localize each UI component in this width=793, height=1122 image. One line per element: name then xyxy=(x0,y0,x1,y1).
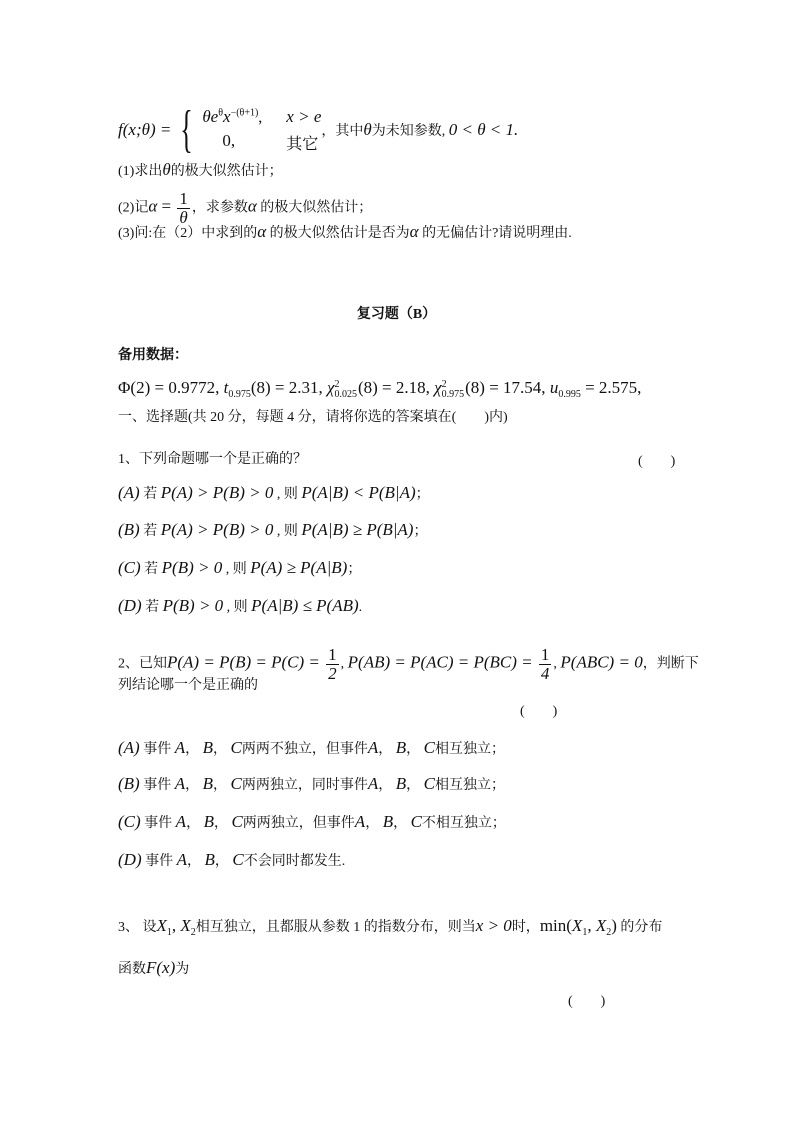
denominator: 2 xyxy=(328,664,337,683)
q3-stem xyxy=(118,916,662,943)
q1-option-c xyxy=(118,558,361,580)
math-text: P(A) ≥ P(A|B) xyxy=(250,558,348,577)
text: ， xyxy=(213,742,231,757)
spare-data-values xyxy=(118,378,641,405)
text: ， xyxy=(186,816,204,831)
text: (3)问:在（2）中求到的 xyxy=(118,226,258,241)
math-text: (8) = 2.31, xyxy=(250,378,327,397)
subscript: 0.975 xyxy=(441,388,465,400)
text: 事件 xyxy=(139,778,175,793)
math-text: P(A) = P(B) = P(C) = xyxy=(167,652,325,672)
math-text: C xyxy=(423,738,435,757)
math-text: C xyxy=(230,738,242,757)
math-text: min( xyxy=(539,916,572,935)
q2-option-d xyxy=(118,850,345,872)
subscript: 1 xyxy=(582,926,588,938)
math-text: B xyxy=(382,812,394,831)
text: 为 xyxy=(175,962,190,977)
subscript: 2 xyxy=(606,926,612,938)
q1-answer-blank[interactable]: ( ) xyxy=(638,454,676,469)
text: ， xyxy=(378,778,396,793)
bold-text: 备用数据： xyxy=(118,348,188,363)
math-text: α xyxy=(247,196,257,216)
math-text: (D) xyxy=(118,850,142,869)
superscript: −(θ+1) xyxy=(230,107,259,119)
subscript: 0.995 xyxy=(558,388,581,400)
math-text: u xyxy=(549,378,559,397)
math-text: α xyxy=(257,222,267,241)
math-text: X xyxy=(180,916,191,935)
text: , 则 xyxy=(273,524,302,539)
math-text: A xyxy=(175,812,187,831)
text: , 则 xyxy=(273,487,302,502)
text: 函数 xyxy=(118,962,146,977)
density-function xyxy=(118,101,519,158)
text: ， xyxy=(365,816,383,831)
math-text: P(A|B) ≤ P(AB) xyxy=(251,596,359,615)
text: 两两不独立，但事件 xyxy=(241,742,368,757)
superscript: 2 xyxy=(334,378,340,390)
math-text: B xyxy=(395,774,407,793)
section-heading xyxy=(118,408,508,428)
subscript: 1 xyxy=(166,926,172,938)
q2-answer-blank[interactable]: ( ) xyxy=(520,704,558,719)
text: 的极大似然估计是否为 xyxy=(266,226,410,241)
math-text: θ xyxy=(162,160,171,179)
density-lhs xyxy=(118,120,171,140)
piecewise-cases xyxy=(202,107,321,154)
text: 时， xyxy=(511,920,540,935)
text: ， xyxy=(185,742,203,757)
q1-option-a xyxy=(118,483,430,505)
q1-stem xyxy=(118,450,307,470)
math-text: C xyxy=(423,774,435,793)
math-text: B xyxy=(203,812,214,831)
math-text: P(ABC) = 0 xyxy=(560,652,643,672)
math-text: A xyxy=(174,738,186,757)
math-text: P(A|B) < P(B|A) xyxy=(301,483,416,502)
spare-data-label xyxy=(118,346,188,366)
math-text: A xyxy=(367,774,379,793)
math-text: x > e xyxy=(286,106,322,126)
text: ， xyxy=(213,816,232,831)
text: 列结论哪一个是正确的 xyxy=(118,678,258,693)
case-1-condition xyxy=(286,107,321,127)
case-1-expression xyxy=(202,107,262,127)
math-text: X xyxy=(571,916,583,935)
text: 若 xyxy=(140,562,162,577)
math-text: (B) xyxy=(118,520,140,539)
math-text: P(A) > P(B) > 0 xyxy=(160,520,274,539)
math-text: Φ(2) = 0.9772, xyxy=(118,378,224,397)
text: . xyxy=(358,600,363,615)
math-text: A xyxy=(367,738,379,757)
text: ； xyxy=(413,524,428,539)
math-text: C xyxy=(231,812,243,831)
math-text: χ xyxy=(434,378,442,397)
text: ， xyxy=(214,854,233,869)
text: 事件 xyxy=(141,854,177,869)
text: 1、下列命题哪一个是正确的？ xyxy=(118,452,307,467)
text: , xyxy=(258,108,263,126)
text: , xyxy=(340,656,348,672)
math-text: A xyxy=(176,850,187,869)
math-text: = xyxy=(157,196,176,216)
text: 的极大似然估计； xyxy=(256,200,373,216)
math-text: , xyxy=(171,916,181,935)
math-text: 0, xyxy=(222,130,236,150)
q3-answer-blank[interactable]: ( ) xyxy=(568,994,606,1009)
fraction xyxy=(326,646,339,683)
text: 相互独立； xyxy=(434,778,505,793)
math-text: P(A) > P(B) > 0 xyxy=(160,483,274,502)
case-2-expression xyxy=(202,131,262,154)
text: 两两独立，同时事件 xyxy=(241,778,368,793)
text: 若 xyxy=(141,600,163,615)
superscript: θ xyxy=(218,107,224,119)
math-text: f xyxy=(118,120,123,139)
section-title: 复习题（B） xyxy=(356,307,437,322)
numerator: 1 xyxy=(328,645,337,664)
subscript: 0.025 xyxy=(334,388,357,400)
text: 其它 xyxy=(286,135,319,153)
denominator: 4 xyxy=(540,664,550,683)
text: , 则 xyxy=(223,600,252,615)
density-description xyxy=(321,120,518,140)
math-text: (B) xyxy=(118,774,140,793)
math-text: α xyxy=(409,222,419,241)
text: ，判断下 xyxy=(642,656,699,672)
text: ，其中 xyxy=(321,124,364,139)
math-text: A xyxy=(174,774,186,793)
text: ； xyxy=(347,562,362,577)
math-text: 0 < θ < 1. xyxy=(448,120,519,139)
text: ， xyxy=(185,778,203,793)
subscript: 2 xyxy=(190,926,196,938)
math-text: (A) xyxy=(118,738,140,757)
text: ， xyxy=(406,778,424,793)
denominator: θ xyxy=(179,208,188,227)
text: ，求参数 xyxy=(191,200,248,216)
text: , xyxy=(553,656,561,672)
brace: { xyxy=(180,101,194,158)
math-text: (D) xyxy=(118,596,142,615)
text: 为未知参数, xyxy=(371,124,449,139)
text: 的无偏估计?请说明理由. xyxy=(418,226,572,241)
q2-option-c xyxy=(118,812,506,834)
math-text: ) xyxy=(611,916,617,935)
text: 不相互独立； xyxy=(421,816,506,831)
superscript: 2 xyxy=(441,378,447,390)
text: 不会同时都发生. xyxy=(243,854,346,869)
math-text: F(x) xyxy=(146,958,176,977)
numerator: 1 xyxy=(540,645,550,664)
case-2-condition xyxy=(286,131,321,154)
text: ； xyxy=(415,487,430,502)
math-text: x > 0 xyxy=(475,916,512,935)
math-text: B xyxy=(202,774,213,793)
text: ， xyxy=(378,742,396,757)
math-text: x xyxy=(223,106,231,126)
text: 事件 xyxy=(140,816,176,831)
math-text: P(B) > 0 xyxy=(162,596,224,615)
math-text: C xyxy=(230,774,242,793)
text: ， xyxy=(213,778,231,793)
math-text: θe xyxy=(202,106,219,126)
text: ， xyxy=(187,854,205,869)
numerator: 1 xyxy=(179,189,188,208)
math-text: (x;θ) = xyxy=(122,120,172,139)
math-text: (8) = 2.18, xyxy=(357,378,435,397)
math-text: θ xyxy=(363,120,372,139)
sup-sub xyxy=(334,380,357,400)
text: ， xyxy=(406,742,424,757)
fraction xyxy=(539,646,552,683)
text: 的极大似然估计； xyxy=(170,164,283,179)
text: (1)求出 xyxy=(118,164,163,179)
sup-sub xyxy=(442,380,465,400)
math-text: = 2.575, xyxy=(580,378,642,397)
text: 相互独立； xyxy=(434,742,505,757)
text: 3、 设 xyxy=(118,920,157,935)
text: 相互独立，且都服从参数 1 的指数分布，则当 xyxy=(195,920,476,935)
subscript: 0.975 xyxy=(228,388,251,400)
q2-option-b xyxy=(118,774,505,796)
text: ， xyxy=(393,816,411,831)
math-text: P(A|B) ≥ P(B|A) xyxy=(301,520,414,539)
math-text: P(B) > 0 xyxy=(161,558,223,577)
math-text: X xyxy=(595,916,607,935)
math-text: (A) xyxy=(118,483,140,502)
math-text: B xyxy=(395,738,407,757)
math-text: C xyxy=(232,850,244,869)
text: , 则 xyxy=(222,562,251,577)
math-text: χ xyxy=(327,378,335,397)
q3-stem-cont xyxy=(118,958,189,980)
math-text: X xyxy=(156,916,167,935)
math-text: (C) xyxy=(118,558,141,577)
math-text: P(AB) = P(AC) = P(BC) = xyxy=(347,652,537,672)
q-part-1 xyxy=(118,160,283,182)
text: 事件 xyxy=(139,742,175,757)
math-text: B xyxy=(204,850,215,869)
text: 一、选择题(共 20 分，每题 4 分，请将你选的答案填在( )内) xyxy=(118,410,508,425)
q2-option-a xyxy=(118,738,505,760)
text: 的分布 xyxy=(616,920,663,935)
text: 2、已知 xyxy=(118,656,167,672)
text: (2)记 xyxy=(118,200,149,216)
text: 若 xyxy=(139,524,161,539)
math-text: (C) xyxy=(118,812,141,831)
q1-option-b xyxy=(118,520,427,542)
text: 若 xyxy=(139,487,161,502)
math-text: (8) = 17.54, xyxy=(465,378,550,397)
math-text: A xyxy=(354,812,366,831)
math-text: α xyxy=(148,196,158,216)
q2-stem-cont xyxy=(118,676,258,696)
math-text: B xyxy=(202,738,213,757)
q-part-3 xyxy=(118,222,572,244)
q1-option-d xyxy=(118,596,362,618)
math-text: , xyxy=(587,916,596,935)
math-text: t xyxy=(223,378,229,397)
text: 两两独立，但事件 xyxy=(242,816,355,831)
math-text: C xyxy=(410,812,422,831)
